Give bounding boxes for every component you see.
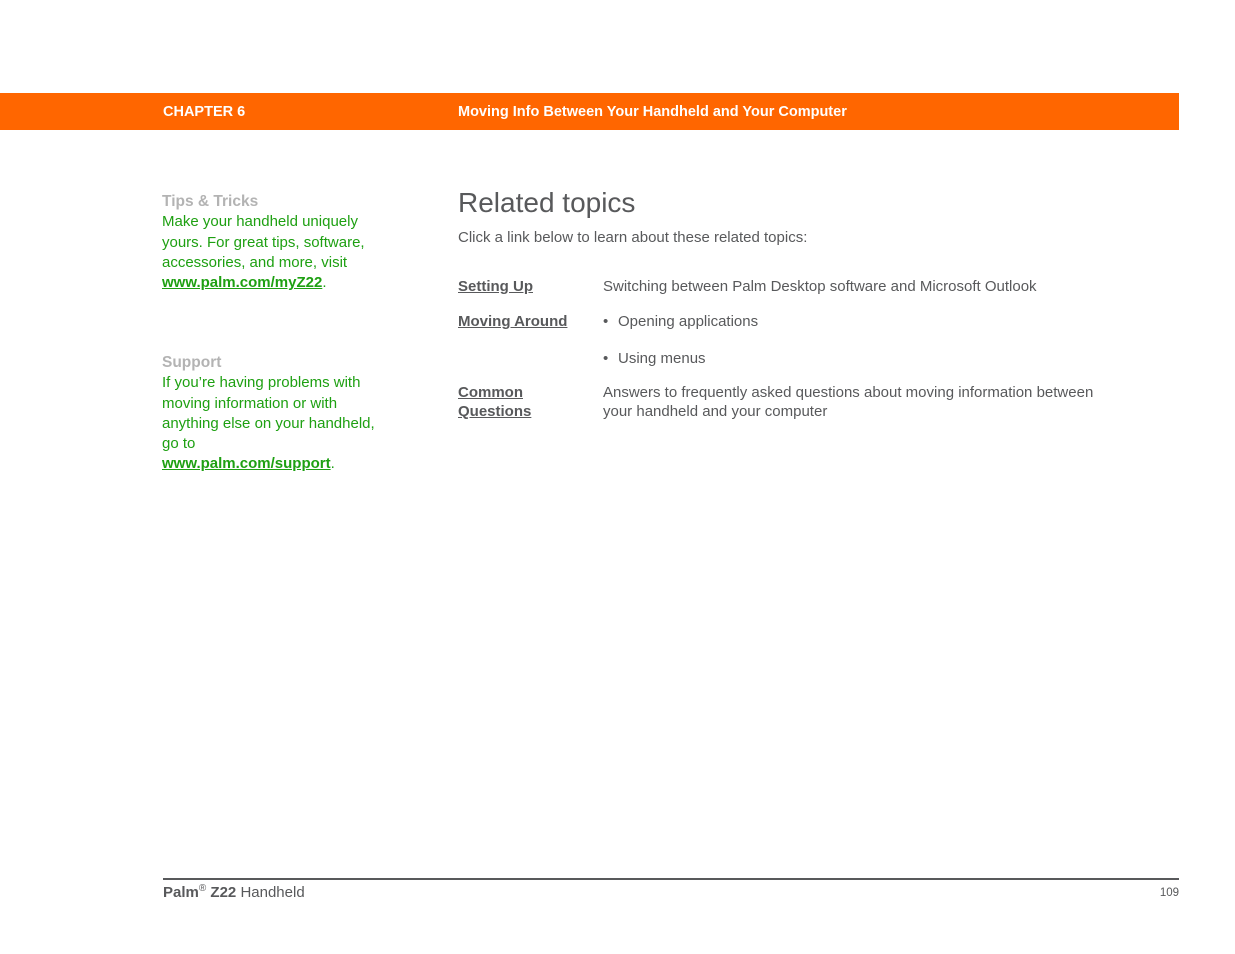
intro-text: Click a link below to learn about these related topics: xyxy=(458,229,808,246)
bullet-dot-icon: • xyxy=(603,313,609,330)
registered-mark: ® xyxy=(198,883,207,894)
bullet-item xyxy=(603,312,758,331)
support-box xyxy=(162,353,377,475)
moving-around-link[interactable]: Moving Around xyxy=(458,313,568,330)
setting-up-link[interactable]: Setting Up xyxy=(458,278,533,295)
support-period: . xyxy=(330,455,335,473)
tips-period: . xyxy=(322,274,327,292)
main-content xyxy=(458,186,1118,247)
footer-divider xyxy=(163,878,1179,880)
product-suffix: Handheld xyxy=(240,884,305,901)
tips-text: Make your handheld uniquely yours. For great tips, software, accessories, and more, visit xyxy=(162,213,365,271)
bullet-text: Opening applications xyxy=(618,313,759,330)
common-questions-link[interactable]: Common Questions xyxy=(458,384,532,420)
page-title: Related topics xyxy=(458,187,636,218)
chapter-header-bar xyxy=(0,93,1179,130)
page-number: 109 xyxy=(1159,887,1179,899)
chapter-number: CHAPTER 6 xyxy=(163,104,246,120)
bullet-item xyxy=(603,349,706,368)
tips-body xyxy=(162,212,377,293)
palm-support-link[interactable]: www.palm.com/support xyxy=(162,455,331,473)
footer-product-name xyxy=(163,884,305,902)
brand-name: Palm xyxy=(163,884,199,901)
chapter-title: Moving Info Between Your Handheld and Your Computer xyxy=(458,104,847,120)
tips-heading: Tips & Tricks xyxy=(162,193,259,210)
setting-up-description: Switching between Palm Desktop software and Microsoft Outlook xyxy=(603,278,1037,295)
model-name: Z22 xyxy=(210,884,237,901)
palm-myz22-link[interactable]: www.palm.com/myZ22 xyxy=(162,274,323,292)
bullet-text: Using menus xyxy=(618,350,706,367)
bullet-dot-icon: • xyxy=(603,350,609,367)
common-questions-description: Answers to frequently asked questions about moving information between your handheld and your computer xyxy=(603,384,1094,420)
support-heading: Support xyxy=(162,354,222,371)
support-text: If you’re having problems with moving information or with anything else on your handheld, go to xyxy=(162,374,375,453)
tips-and-tricks-box xyxy=(162,192,377,293)
support-body xyxy=(162,373,377,474)
